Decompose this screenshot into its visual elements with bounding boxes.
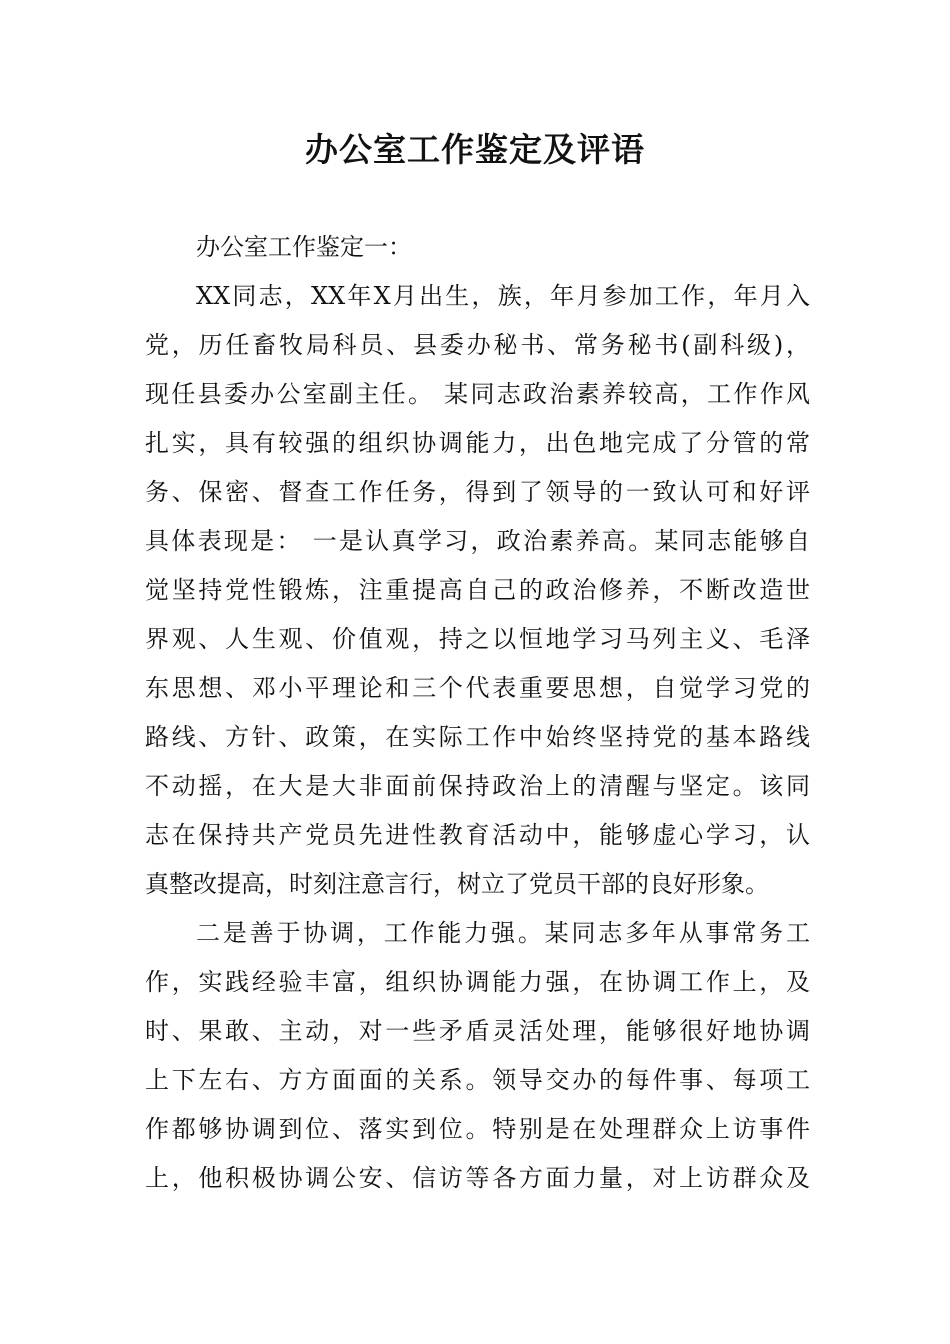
paragraph-line: 二是善于协调，工作能力强。某同志多年从事常务工 bbox=[196, 919, 810, 947]
paragraph-line: 扎实，具有较强的组织协调能力，出色地完成了分管的常 bbox=[145, 429, 810, 457]
paragraph-line: 路线、方针、政策，在实际工作中始终坚持党的基本路线 bbox=[145, 723, 810, 751]
paragraph-line: 志在保持共产党员先进性教育活动中，能够虚心学习，认 bbox=[145, 821, 810, 849]
paragraph-line: 具体表现是： 一是认真学习，政治素养高。某同志能够自 bbox=[145, 527, 810, 555]
section-heading: 办公室工作鉴定一： bbox=[196, 233, 412, 261]
paragraph-line: 作都够协调到位、落实到位。特别是在处理群众上访事件 bbox=[145, 1115, 810, 1143]
paragraph-line: 界观、人生观、价值观，持之以恒地学习马列主义、毛泽 bbox=[145, 625, 810, 653]
paragraph-line: 不动摇，在大是大非面前保持政治上的清醒与坚定。该同 bbox=[145, 772, 810, 800]
paragraph-line: 上下左右、方方面面的关系。领导交办的每件事、每项工 bbox=[145, 1066, 810, 1094]
paragraph-line: 务、保密、督查工作任务，得到了领导的一致认可和好评 bbox=[145, 478, 810, 506]
paragraph-line: 真整改提高，时刻注意言行，树立了党员干部的良好形象。 bbox=[145, 870, 769, 898]
paragraph-line: 东思想、邓小平理论和三个代表重要思想，自觉学习党的 bbox=[145, 674, 810, 702]
paragraph-line: XX同志，XX年X月出生，族，年月参加工作，年月入 bbox=[196, 282, 810, 310]
paragraph-line: 现任县委办公室副主任。 某同志政治素养较高，工作作风 bbox=[145, 380, 810, 408]
paragraph-line: 作，实践经验丰富，组织协调能力强，在协调工作上，及 bbox=[145, 968, 810, 996]
paragraph-line: 觉坚持党性锻炼，注重提高自己的政治修养，不断改造世 bbox=[145, 576, 810, 604]
document-title: 办公室工作鉴定及评语 bbox=[305, 130, 645, 169]
paragraph-line: 党，历任畜牧局科员、县委办秘书、常务秘书(副科级)， bbox=[145, 331, 810, 359]
document-body bbox=[145, 223, 810, 1203]
paragraph-line: 时、果敢、主动，对一些矛盾灵活处理，能够很好地协调 bbox=[145, 1017, 810, 1045]
paragraph-line: 上，他积极协调公安、信访等各方面力量，对上访群众及 bbox=[145, 1164, 810, 1192]
